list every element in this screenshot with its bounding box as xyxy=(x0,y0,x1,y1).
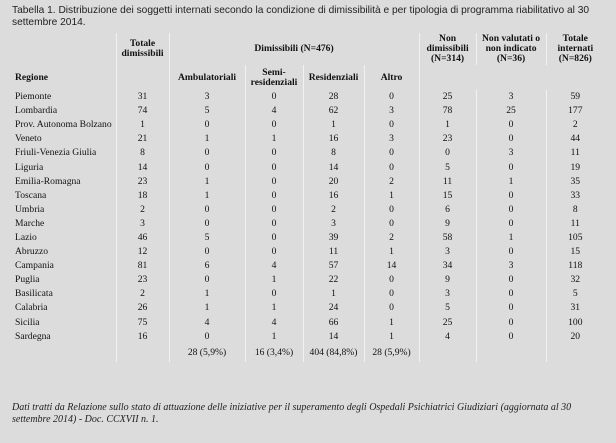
row-regione: Abruzzo xyxy=(15,246,49,258)
table-row xyxy=(12,273,604,287)
row-non-dimissibili: 1 xyxy=(419,118,476,132)
row-ambulatoriali: 1 xyxy=(169,175,245,189)
total-altro: 28 (5,9%) xyxy=(364,344,419,362)
row-totale-dimissibili: 8 xyxy=(116,146,169,160)
row-non-dimissibili: 4 xyxy=(419,330,476,344)
row-non-dimissibili: 3 xyxy=(419,287,476,301)
table-row xyxy=(12,175,604,189)
row-residenziali: 11 xyxy=(303,245,364,259)
table-row xyxy=(12,330,604,344)
row-ambulatoriali: 0 xyxy=(169,203,245,217)
table-row xyxy=(12,104,604,118)
row-altro: 0 xyxy=(364,273,419,287)
row-non-valutati: 0 xyxy=(476,132,546,146)
table-row xyxy=(12,189,604,203)
table-caption: Tabella 1. Distribuzione dei soggetti internati secondo la condizione di dimissibilità e per tipologia di programma riabilitativo al 30 settembre 2014. xyxy=(12,5,590,28)
header-regione: Regione xyxy=(15,71,49,83)
header-dimissibili-group: Dimissibili (N=476) xyxy=(169,33,419,65)
row-residenziali: 57 xyxy=(303,259,364,273)
row-ambulatoriali: 0 xyxy=(169,330,245,344)
row-non-dimissibili: 9 xyxy=(419,273,476,287)
row-residenziali: 1 xyxy=(303,287,364,301)
row-totale-dimissibili: 46 xyxy=(116,231,169,245)
row-non-dimissibili: 34 xyxy=(419,259,476,273)
row-non-dimissibili: 6 xyxy=(419,203,476,217)
row-semi-residenziali: 4 xyxy=(245,104,303,118)
row-regione: Calabria xyxy=(15,302,48,314)
row-totale-dimissibili: 23 xyxy=(116,175,169,189)
row-altro: 1 xyxy=(364,189,419,203)
row-non-dimissibili: 3 xyxy=(419,245,476,259)
row-totale-dimissibili: 12 xyxy=(116,245,169,259)
row-residenziali: 14 xyxy=(303,160,364,174)
row-totale-dimissibili: 2 xyxy=(116,203,169,217)
table-row xyxy=(12,132,604,146)
row-altro: 0 xyxy=(364,287,419,301)
row-non-dimissibili: 15 xyxy=(419,189,476,203)
row-totale-dimissibili: 1 xyxy=(116,118,169,132)
table-row xyxy=(12,301,604,315)
row-totale-internati: 8 xyxy=(546,203,604,217)
row-non-dimissibili: 9 xyxy=(419,217,476,231)
row-totale-dimissibili: 18 xyxy=(116,189,169,203)
row-totale-internati: 44 xyxy=(546,132,604,146)
row-residenziali: 8 xyxy=(303,146,364,160)
total-semi-residenziali: 16 (3,4%) xyxy=(245,344,303,362)
total-ambulatoriali: 28 (5,9%) xyxy=(169,344,245,362)
row-non-valutati: 0 xyxy=(476,273,546,287)
row-residenziali: 16 xyxy=(303,189,364,203)
header-empty xyxy=(419,65,476,90)
row-semi-residenziali: 0 xyxy=(245,287,303,301)
header-empty xyxy=(546,65,604,90)
row-totale-internati: 11 xyxy=(546,217,604,231)
row-regione: Sicilia xyxy=(15,316,40,328)
row-totale-internati: 19 xyxy=(546,160,604,174)
row-totale-dimissibili: 14 xyxy=(116,160,169,174)
table-row xyxy=(12,316,604,330)
row-semi-residenziali: 1 xyxy=(245,132,303,146)
totals-spacer xyxy=(12,344,116,362)
row-totale-internati: 118 xyxy=(546,259,604,273)
row-altro: 3 xyxy=(364,104,419,118)
row-altro: 3 xyxy=(364,132,419,146)
row-non-valutati: 0 xyxy=(476,316,546,330)
row-non-dimissibili: 0 xyxy=(419,146,476,160)
row-residenziali: 20 xyxy=(303,175,364,189)
row-non-valutati: 0 xyxy=(476,118,546,132)
row-non-dimissibili: 78 xyxy=(419,104,476,118)
row-ambulatoriali: 0 xyxy=(169,273,245,287)
row-ambulatoriali: 1 xyxy=(169,301,245,315)
totals-spacer xyxy=(476,344,546,362)
row-regione: Prov. Autonoma Bolzano xyxy=(15,119,112,131)
row-ambulatoriali: 0 xyxy=(169,160,245,174)
row-totale-dimissibili: 2 xyxy=(116,287,169,301)
row-non-valutati: 0 xyxy=(476,189,546,203)
header-altro: Altro xyxy=(364,65,419,90)
row-totale-internati: 11 xyxy=(546,146,604,160)
data-table xyxy=(12,33,604,362)
row-altro: 0 xyxy=(364,217,419,231)
total-residenziali: 404 (84,8%) xyxy=(303,344,364,362)
row-residenziali: 22 xyxy=(303,273,364,287)
row-ambulatoriali: 0 xyxy=(169,217,245,231)
row-regione: Piemonte xyxy=(15,91,52,103)
row-altro: 0 xyxy=(364,301,419,315)
row-non-valutati: 25 xyxy=(476,104,546,118)
row-totale-dimissibili: 21 xyxy=(116,132,169,146)
row-residenziali: 16 xyxy=(303,132,364,146)
table-row xyxy=(12,146,604,160)
row-ambulatoriali: 1 xyxy=(169,132,245,146)
row-regione: Liguria xyxy=(15,161,44,173)
row-ambulatoriali: 5 xyxy=(169,104,245,118)
row-semi-residenziali: 0 xyxy=(245,146,303,160)
row-ambulatoriali: 0 xyxy=(169,245,245,259)
row-totale-dimissibili: 3 xyxy=(116,217,169,231)
row-ambulatoriali: 1 xyxy=(169,189,245,203)
row-semi-residenziali: 0 xyxy=(245,175,303,189)
row-totale-internati: 2 xyxy=(546,118,604,132)
row-non-valutati: 1 xyxy=(476,175,546,189)
table-row xyxy=(12,217,604,231)
row-regione: Lombardia xyxy=(15,105,58,117)
row-regione: Campania xyxy=(15,260,54,272)
row-totale-internati: 5 xyxy=(546,287,604,301)
table-row xyxy=(12,245,604,259)
row-non-valutati: 3 xyxy=(476,90,546,104)
header-empty xyxy=(476,65,546,90)
row-non-valutati: 0 xyxy=(476,330,546,344)
row-totale-dimissibili: 26 xyxy=(116,301,169,315)
row-semi-residenziali: 1 xyxy=(245,330,303,344)
row-altro: 14 xyxy=(364,259,419,273)
row-ambulatoriali: 0 xyxy=(169,146,245,160)
row-regione: Sardegna xyxy=(15,330,51,342)
row-totale-internati: 33 xyxy=(546,189,604,203)
header-empty xyxy=(116,65,169,90)
row-totale-dimissibili: 23 xyxy=(116,273,169,287)
row-non-valutati: 0 xyxy=(476,245,546,259)
row-totale-internati: 31 xyxy=(546,301,604,315)
row-non-dimissibili: 5 xyxy=(419,301,476,315)
row-altro: 2 xyxy=(364,231,419,245)
row-non-dimissibili: 58 xyxy=(419,231,476,245)
row-semi-residenziali: 0 xyxy=(245,189,303,203)
table-row xyxy=(12,287,604,301)
row-semi-residenziali: 0 xyxy=(245,217,303,231)
row-regione: Veneto xyxy=(15,133,42,145)
row-regione: Umbria xyxy=(15,203,45,215)
row-semi-residenziali: 0 xyxy=(245,231,303,245)
header-totale-dimissibili: Totale dimissibili xyxy=(116,33,169,65)
row-non-valutati: 3 xyxy=(476,259,546,273)
row-semi-residenziali: 0 xyxy=(245,203,303,217)
row-altro: 0 xyxy=(364,160,419,174)
row-residenziali: 62 xyxy=(303,104,364,118)
row-non-valutati: 1 xyxy=(476,231,546,245)
table-row xyxy=(12,90,604,104)
row-residenziali: 28 xyxy=(303,90,364,104)
header-spacer xyxy=(12,33,116,65)
row-totale-dimissibili: 75 xyxy=(116,316,169,330)
row-semi-residenziali: 1 xyxy=(245,273,303,287)
row-regione: Lazio xyxy=(15,231,37,243)
row-totale-internati: 105 xyxy=(546,231,604,245)
row-ambulatoriali: 6 xyxy=(169,259,245,273)
row-residenziali: 39 xyxy=(303,231,364,245)
header-residenziali: Residenziali xyxy=(303,65,364,90)
totals-spacer xyxy=(546,344,604,362)
row-altro: 0 xyxy=(364,118,419,132)
row-totale-internati: 32 xyxy=(546,273,604,287)
row-regione: Friuli-Venezia Giulia xyxy=(15,147,97,159)
table-row xyxy=(12,203,604,217)
row-ambulatoriali: 1 xyxy=(169,287,245,301)
row-totale-internati: 20 xyxy=(546,330,604,344)
row-non-dimissibili: 23 xyxy=(419,132,476,146)
row-totale-internati: 100 xyxy=(546,316,604,330)
row-regione: Puglia xyxy=(15,274,40,286)
row-semi-residenziali: 1 xyxy=(245,301,303,315)
table-row xyxy=(12,118,604,132)
row-non-dimissibili: 5 xyxy=(419,160,476,174)
table-row xyxy=(12,160,604,174)
row-non-valutati: 0 xyxy=(476,301,546,315)
totals-spacer xyxy=(116,344,169,362)
row-non-dimissibili: 25 xyxy=(419,90,476,104)
row-non-dimissibili: 11 xyxy=(419,175,476,189)
row-totale-internati: 35 xyxy=(546,175,604,189)
row-totale-dimissibili: 81 xyxy=(116,259,169,273)
totals-spacer xyxy=(419,344,476,362)
row-regione: Emilia-Romagna xyxy=(15,175,81,187)
header-non-dimissibili: Non dimissibili (N=314) xyxy=(419,33,476,65)
row-semi-residenziali: 4 xyxy=(245,316,303,330)
row-residenziali: 2 xyxy=(303,203,364,217)
row-semi-residenziali: 0 xyxy=(245,245,303,259)
row-semi-residenziali: 0 xyxy=(245,118,303,132)
row-non-valutati: 0 xyxy=(476,203,546,217)
footnote: Dati tratti da Relazione sullo stato di attuazione delle iniziative per il superamento degli Ospedali Psichiatrici Giudiziari (aggiornata al 30 settembre 2014) - Doc. CCXVII n. 1. xyxy=(12,402,572,425)
row-totale-dimissibili: 16 xyxy=(116,330,169,344)
header-semi-residenziali: Semi-residenziali xyxy=(245,65,303,90)
row-non-valutati: 0 xyxy=(476,217,546,231)
row-totale-internati: 15 xyxy=(546,245,604,259)
row-residenziali: 66 xyxy=(303,316,364,330)
row-semi-residenziali: 0 xyxy=(245,90,303,104)
row-ambulatoriali: 3 xyxy=(169,90,245,104)
row-totale-dimissibili: 74 xyxy=(116,104,169,118)
row-altro: 0 xyxy=(364,146,419,160)
row-totale-dimissibili: 31 xyxy=(116,90,169,104)
row-totale-internati: 59 xyxy=(546,90,604,104)
row-altro: 1 xyxy=(364,330,419,344)
row-altro: 2 xyxy=(364,175,419,189)
row-non-valutati: 0 xyxy=(476,287,546,301)
row-altro: 0 xyxy=(364,203,419,217)
row-regione: Basilicata xyxy=(15,288,53,300)
row-residenziali: 1 xyxy=(303,118,364,132)
row-altro: 1 xyxy=(364,245,419,259)
row-altro: 0 xyxy=(364,90,419,104)
row-ambulatoriali: 0 xyxy=(169,118,245,132)
table-row xyxy=(12,259,604,273)
row-altro: 1 xyxy=(364,316,419,330)
row-non-valutati: 3 xyxy=(476,146,546,160)
row-totale-internati: 177 xyxy=(546,104,604,118)
row-non-dimissibili: 25 xyxy=(419,316,476,330)
row-regione: Marche xyxy=(15,217,45,229)
row-semi-residenziali: 0 xyxy=(245,160,303,174)
header-ambulatoriali: Ambulatoriali xyxy=(169,65,245,90)
header-totale-internati: Totale internati (N=826) xyxy=(546,33,604,65)
row-semi-residenziali: 4 xyxy=(245,259,303,273)
row-ambulatoriali: 5 xyxy=(169,231,245,245)
row-regione: Toscana xyxy=(15,189,47,201)
row-residenziali: 24 xyxy=(303,301,364,315)
table-row xyxy=(12,231,604,245)
row-ambulatoriali: 4 xyxy=(169,316,245,330)
row-residenziali: 14 xyxy=(303,330,364,344)
row-residenziali: 3 xyxy=(303,217,364,231)
row-non-valutati: 0 xyxy=(476,160,546,174)
header-non-valutati: Non valutati o non indicato (N=36) xyxy=(476,33,546,65)
